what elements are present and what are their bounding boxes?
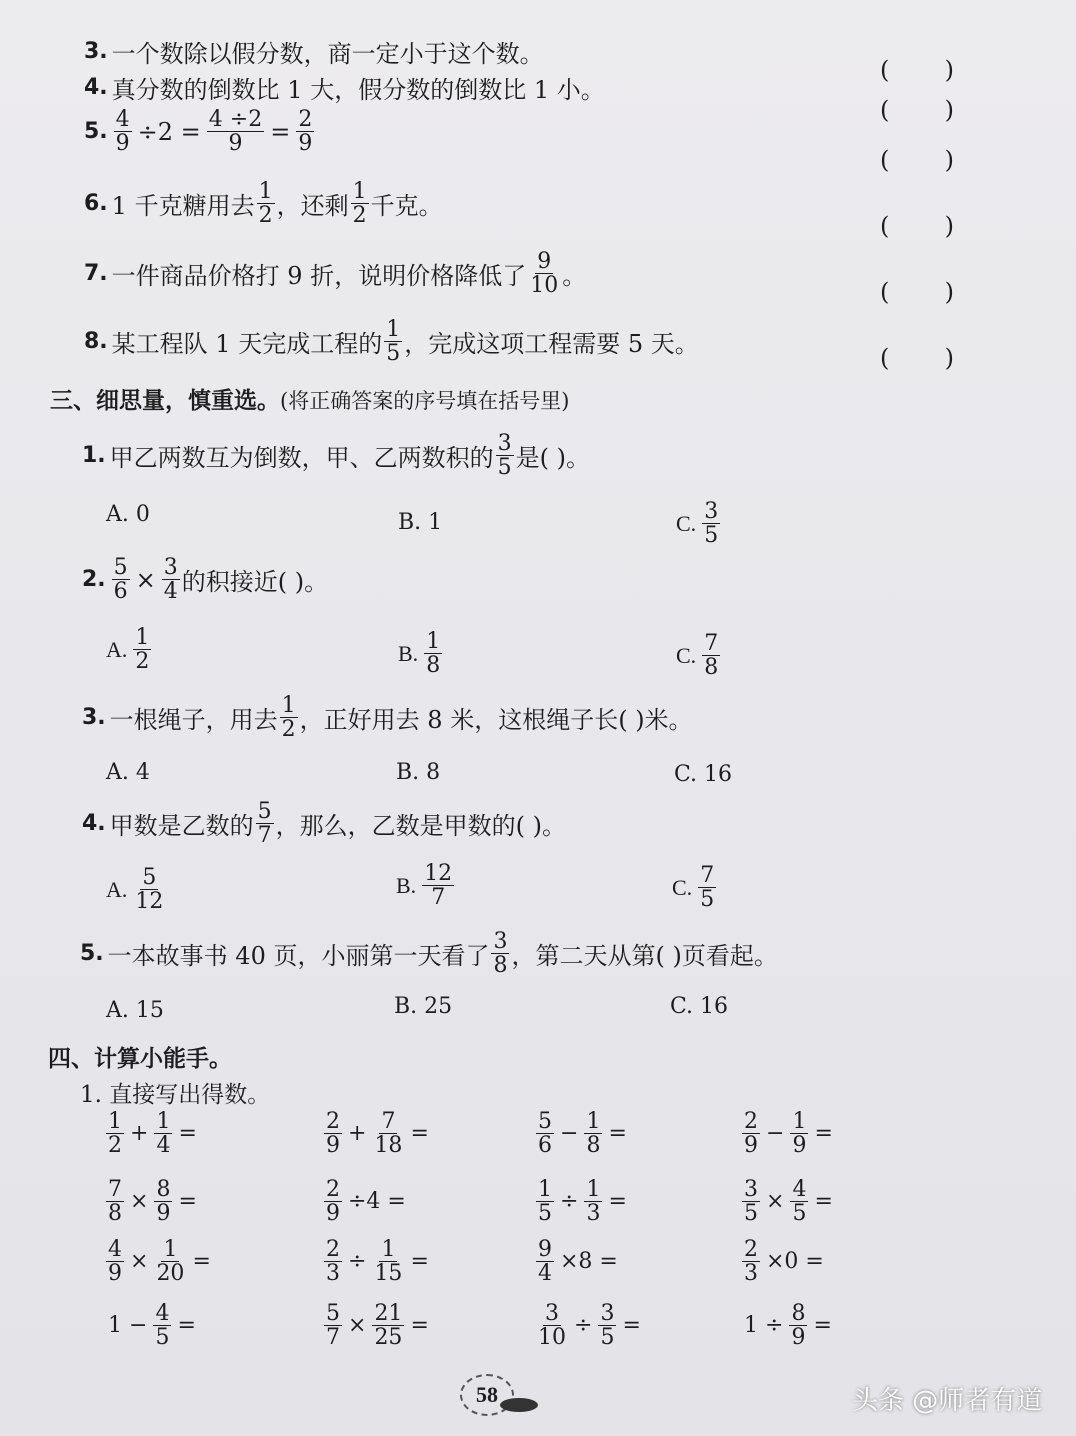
denominator: 9 [326, 1201, 340, 1227]
equals: = [622, 1313, 641, 1339]
fraction [536, 1178, 554, 1225]
option-label: A. 4 [106, 760, 150, 785]
denominator: 5 [792, 1201, 807, 1227]
numerator: 7 [700, 863, 715, 888]
answer-paren[interactable] [880, 344, 954, 372]
answer-paren[interactable] [880, 96, 954, 124]
watermark: 头条 @师者有道 [852, 1386, 1043, 1416]
numerator: 8 [156, 1177, 171, 1202]
calc-item[interactable] [104, 1302, 200, 1349]
denominator: 9 [108, 1261, 122, 1287]
operator: × [130, 1189, 149, 1215]
operator: ×8 = [560, 1249, 618, 1275]
option-label: C. [672, 874, 693, 900]
numerator: 5 [257, 799, 272, 824]
denominator: 12 [135, 889, 164, 915]
calc-item[interactable] [534, 1302, 645, 1349]
fraction [324, 1302, 342, 1349]
judge-item-7 [84, 250, 586, 297]
numerator: 1 [352, 179, 367, 204]
paren-left: ( [880, 146, 890, 174]
fraction [324, 1238, 342, 1285]
option-label: B. [398, 640, 419, 666]
numerator: 1 [135, 625, 150, 650]
option-a[interactable] [106, 866, 167, 913]
numerator: 1 [426, 629, 441, 654]
denominator: 4 [156, 1133, 171, 1159]
item-text: 。 [562, 262, 587, 291]
equals: = [192, 1249, 211, 1275]
denominator: 5 [155, 1325, 170, 1351]
item-number: 5. [84, 119, 108, 145]
numerator: 12 [424, 861, 453, 886]
judge-item-5 [84, 108, 316, 155]
numerator: 3 [493, 929, 508, 954]
calc-item[interactable] [322, 1238, 433, 1285]
denominator: 25 [374, 1325, 403, 1351]
numerator: 3 [163, 555, 178, 580]
numerator: 5 [142, 865, 157, 890]
fraction [257, 180, 275, 227]
fraction [536, 1302, 568, 1349]
calc-item[interactable] [534, 1110, 631, 1157]
fraction [106, 1110, 124, 1157]
fraction [133, 626, 151, 673]
item-number: 7. [84, 261, 108, 287]
question-number: 1. [82, 443, 106, 469]
fraction [789, 1302, 807, 1349]
answer-paren[interactable] [880, 146, 954, 174]
numerator: 9 [538, 1237, 552, 1262]
choice-q4 [82, 800, 566, 847]
item-text: 一件商品价格打 9 折，说明价格降低了 [111, 262, 527, 291]
numerator: 3 [545, 1301, 559, 1326]
numerator: 7 [704, 631, 719, 656]
calc-item[interactable] [104, 1238, 215, 1285]
fraction [207, 108, 264, 155]
denominator: 4 [163, 579, 178, 605]
item-number: 8. [84, 329, 108, 355]
fraction [702, 632, 720, 679]
option-b[interactable] [396, 760, 440, 785]
fraction [790, 1178, 808, 1225]
answer-paren[interactable] [880, 212, 954, 240]
numerator: 2 [326, 1109, 340, 1134]
item-number: 3. [84, 39, 108, 64]
prefix: 1 ÷ [744, 1313, 784, 1339]
numerator: 7 [381, 1109, 396, 1134]
calc-item[interactable] [740, 1110, 837, 1157]
denominator: 6 [538, 1133, 552, 1159]
section-4-title: 四、计算小能手。 [48, 1046, 232, 1072]
operator: + [348, 1121, 367, 1147]
equals: = [270, 117, 291, 146]
choice-q1 [82, 432, 590, 479]
question-number: 5. [80, 941, 104, 967]
question-text: 的积接近( )。 [181, 568, 329, 597]
denominator: 18 [374, 1133, 403, 1159]
paren-left: ( [880, 344, 890, 372]
numerator: 3 [497, 431, 512, 456]
equals: = [814, 1121, 833, 1147]
calc-item[interactable] [740, 1238, 828, 1285]
operator: − [766, 1121, 785, 1147]
option-label: A. [106, 876, 128, 902]
judge-item-4 [84, 70, 605, 105]
option-a[interactable] [106, 998, 164, 1023]
question-text: ，正好用去 8 米，这根绳子长( )米。 [299, 706, 693, 735]
denominator: 9 [115, 131, 130, 157]
section-3-title [50, 382, 569, 415]
denominator: 3 [586, 1201, 601, 1227]
fraction [296, 108, 314, 155]
calc-item[interactable] [322, 1178, 410, 1225]
judge-item-8 [84, 318, 699, 365]
numerator: 1 [108, 1109, 122, 1134]
operator: × [766, 1189, 785, 1215]
denominator: 9 [744, 1133, 758, 1159]
equals: = [608, 1189, 627, 1215]
option-label: A. [106, 636, 128, 662]
numerator: 1 [538, 1177, 552, 1202]
fraction [154, 1110, 172, 1157]
numerator: 4 ÷2 [208, 107, 263, 132]
denominator: 2 [258, 203, 273, 229]
denominator: 9 [228, 131, 243, 157]
operator: ÷ [574, 1313, 593, 1339]
numerator: 5 [538, 1109, 552, 1134]
denominator: 2 [352, 203, 367, 229]
numerator: 9 [537, 249, 552, 274]
denominator: 5 [386, 341, 401, 367]
fraction [112, 556, 130, 603]
denominator: 4 [538, 1261, 552, 1287]
fraction [698, 864, 716, 911]
paren-right: ) [944, 56, 954, 84]
calc-item[interactable] [740, 1178, 837, 1225]
fraction [280, 694, 298, 741]
numerator: 2 [298, 107, 313, 132]
denominator: 7 [431, 885, 446, 911]
judge-item-6 [84, 180, 443, 227]
numerator: 2 [744, 1109, 758, 1134]
fraction [372, 1110, 404, 1157]
calc-item[interactable] [740, 1302, 836, 1349]
sub-question-title: 1. 直接写出得数。 [80, 1082, 271, 1108]
fraction [106, 1238, 124, 1285]
fraction [584, 1110, 602, 1157]
fraction [598, 1302, 616, 1349]
equals: = [814, 1189, 833, 1215]
paren-right: ) [944, 212, 954, 240]
denominator: 8 [704, 655, 719, 681]
option-label: A. 0 [106, 502, 150, 527]
numerator: 5 [326, 1301, 340, 1326]
option-label: C. 16 [674, 762, 733, 787]
numerator: 1 [163, 1237, 178, 1262]
fraction [496, 432, 514, 479]
equals: = [410, 1313, 429, 1339]
question-text: 一根绳子，用去 [109, 706, 278, 735]
calc-item[interactable] [534, 1178, 631, 1225]
denominator: 10 [530, 273, 559, 299]
fraction [536, 1238, 554, 1285]
denominator: 15 [374, 1261, 403, 1287]
denominator: 2 [281, 717, 296, 743]
fraction [154, 1238, 186, 1285]
numerator: 1 [586, 1177, 601, 1202]
numerator: 1 [281, 693, 296, 718]
fraction [324, 1110, 342, 1157]
item-number: 6. [84, 191, 108, 217]
fraction [154, 1178, 172, 1225]
option-label: C. [676, 510, 697, 536]
question-text: ，那么，乙数是甲数的( )。 [275, 812, 567, 841]
operator: ×0 = [766, 1249, 824, 1275]
question-number: 4. [82, 811, 106, 837]
numerator: 3 [704, 499, 719, 524]
numerator: 4 [108, 1237, 122, 1262]
fraction [536, 1110, 554, 1157]
question-text: 一本故事书 40 页，小丽第一天看了 [107, 942, 490, 971]
numerator: 1 [258, 179, 273, 204]
item-text: 千克。 [370, 192, 443, 221]
answer-paren[interactable] [880, 278, 954, 306]
question-text: 甲数是乙数的 [109, 812, 254, 841]
paren-left: ( [880, 212, 890, 240]
fraction [528, 250, 560, 297]
fraction [133, 866, 165, 913]
item-text: ，完成这项工程需要 5 天。 [404, 330, 699, 359]
item-number: 4. [84, 75, 108, 100]
numerator: 5 [113, 555, 128, 580]
item-text: 1 千克糖用去 [111, 192, 255, 221]
denominator: 6 [113, 579, 128, 605]
numerator: 4 [155, 1301, 170, 1326]
denominator: 5 [704, 523, 719, 549]
operator: = [177, 1313, 196, 1339]
option-b[interactable] [394, 994, 452, 1019]
numerator: 1 [156, 1109, 171, 1134]
fraction [114, 108, 132, 155]
operator: − [560, 1121, 579, 1147]
calc-item[interactable] [104, 1110, 201, 1157]
denominator: 7 [326, 1325, 340, 1351]
option-c[interactable] [676, 500, 722, 547]
operator: ÷2 = [137, 117, 201, 146]
denominator: 5 [600, 1325, 615, 1351]
paren-right: ) [944, 146, 954, 174]
numerator: 3 [744, 1177, 758, 1202]
denominator: 5 [538, 1201, 552, 1227]
operator: × [130, 1249, 149, 1275]
numerator: 1 [386, 317, 401, 342]
option-b[interactable] [398, 630, 444, 677]
fraction [742, 1110, 760, 1157]
fraction [584, 1178, 602, 1225]
option-label: C. [676, 642, 697, 668]
paren-left: ( [880, 56, 890, 84]
equals: = [410, 1121, 429, 1147]
paren-right: ) [944, 278, 954, 306]
choice-q2 [82, 556, 328, 603]
denominator: 8 [493, 953, 508, 979]
option-label: B. [396, 872, 417, 898]
question-number: 3. [82, 705, 106, 731]
numerator: 2 [744, 1237, 758, 1262]
option-a[interactable] [106, 626, 153, 673]
denominator: 9 [156, 1201, 171, 1227]
numerator: 1 [381, 1237, 396, 1262]
fraction [742, 1238, 760, 1285]
denominator: 8 [426, 653, 441, 679]
operator: × [348, 1313, 367, 1339]
item-text: 一个数除以假分数，商一定小于这个数。 [111, 40, 544, 68]
item-text: 真分数的倒数比 1 大，假分数的倒数比 1 小。 [111, 76, 605, 104]
numerator: 2 [326, 1177, 340, 1202]
numerator: 1 [586, 1109, 601, 1134]
question-text: 甲乙两数互为倒数，甲、乙两数积的 [109, 444, 494, 473]
denominator: 3 [326, 1261, 340, 1287]
paren-right: ) [944, 344, 954, 372]
fraction [422, 862, 454, 909]
denominator: 10 [538, 1325, 566, 1351]
fraction [372, 1238, 404, 1285]
denominator: 5 [744, 1201, 758, 1227]
option-c[interactable] [670, 994, 728, 1019]
denominator: 7 [257, 823, 272, 849]
fraction [153, 1302, 171, 1349]
fraction [106, 1178, 124, 1225]
operator: × [135, 565, 156, 594]
prefix: 1 − [108, 1313, 148, 1339]
option-label: C. 16 [670, 994, 729, 1019]
fraction [372, 1302, 404, 1349]
page-number-decoration [500, 1398, 538, 1412]
numerator: 3 [600, 1301, 615, 1326]
denominator: 9 [326, 1133, 340, 1159]
numerator: 2 [326, 1237, 340, 1262]
item-text: 某工程队 1 天完成工程的 [111, 330, 383, 359]
fraction [790, 1110, 808, 1157]
denominator: 8 [108, 1201, 122, 1227]
option-b[interactable] [396, 862, 456, 909]
numerator: 4 [792, 1177, 807, 1202]
operator: = [813, 1313, 832, 1339]
answer-paren[interactable] [880, 56, 954, 84]
choice-q3 [82, 694, 693, 741]
operator: ÷4 = [348, 1189, 406, 1215]
choice-q5 [80, 930, 778, 977]
question-number: 2. [82, 567, 106, 593]
fraction [256, 800, 274, 847]
paren-left: ( [880, 278, 890, 306]
fraction [702, 500, 720, 547]
numerator: 1 [792, 1109, 807, 1134]
denominator: 9 [298, 131, 313, 157]
fraction [351, 180, 369, 227]
equals: = [608, 1121, 627, 1147]
equals: = [178, 1189, 197, 1215]
numerator: 21 [374, 1301, 403, 1326]
paren-left: ( [880, 96, 890, 124]
numerator: 7 [108, 1177, 122, 1202]
option-c[interactable] [672, 864, 718, 911]
denominator: 8 [586, 1133, 601, 1159]
denominator: 3 [744, 1261, 758, 1287]
item-text: ，还剩 [276, 192, 349, 221]
denominator: 2 [108, 1133, 122, 1159]
numerator: 8 [791, 1301, 806, 1326]
equals: = [410, 1249, 429, 1275]
operator: ÷ [560, 1189, 579, 1215]
page-number: 58 [460, 1374, 514, 1416]
option-label: A. 15 [106, 998, 164, 1023]
operator: + [130, 1121, 149, 1147]
section-hint: (将正确答案的序号填在括号里) [280, 389, 570, 413]
option-a[interactable] [106, 502, 150, 527]
option-label: B. 25 [394, 994, 453, 1019]
equals: = [178, 1121, 197, 1147]
numerator: 4 [115, 107, 130, 132]
judge-item-3 [84, 34, 544, 69]
fraction [742, 1178, 760, 1225]
calc-item[interactable] [322, 1110, 433, 1157]
option-b[interactable] [398, 510, 442, 535]
denominator: 20 [156, 1261, 185, 1287]
denominator: 9 [792, 1133, 807, 1159]
option-c[interactable] [674, 762, 732, 787]
question-text: 是( )。 [515, 444, 591, 473]
denominator: 9 [791, 1325, 806, 1351]
denominator: 5 [700, 887, 715, 913]
option-label: B. 1 [398, 510, 443, 535]
section-title: 三、细思量，慎重选。 [50, 388, 280, 414]
option-label: B. 8 [396, 760, 441, 785]
question-text: ，第二天从第( )页看起。 [511, 942, 778, 971]
calc-item[interactable] [104, 1178, 201, 1225]
option-a[interactable] [106, 760, 150, 785]
calc-item[interactable] [534, 1238, 622, 1285]
denominator: 2 [135, 649, 150, 675]
fraction [324, 1178, 342, 1225]
calc-item[interactable] [322, 1302, 433, 1349]
operator: ÷ [348, 1249, 367, 1275]
fraction [491, 930, 509, 977]
fraction [424, 630, 442, 677]
fraction [162, 556, 180, 603]
denominator: 5 [497, 455, 512, 481]
option-c[interactable] [676, 632, 722, 679]
fraction [384, 318, 402, 365]
paren-right: ) [944, 96, 954, 124]
